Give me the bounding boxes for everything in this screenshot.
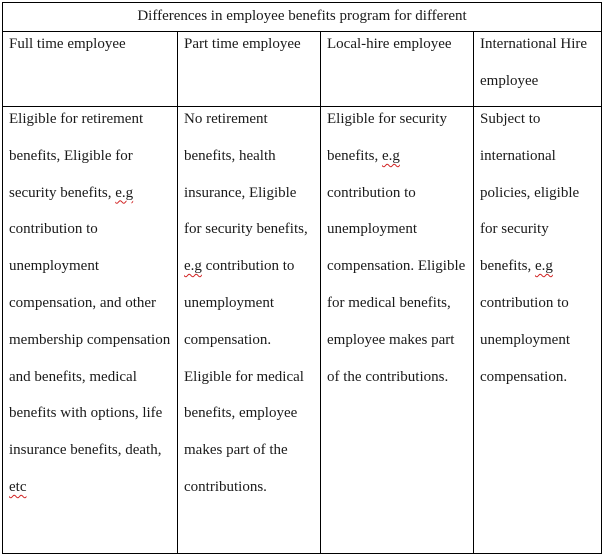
cell-international-hire-part1: Subject to international policies, eligible for security benefits, [480,111,580,275]
cell-international-hire-part2: contribution to unemployment compensation. [480,294,570,385]
header-local-hire-label: Local-hire employee [327,36,452,52]
cell-local-hire [321,107,474,554]
cell-part-time-part1: No retirement benefits, health insurance, Eligible for security benefits, [184,111,308,238]
benefits-comparison-table [2,2,602,554]
cell-local-hire-text [327,101,467,395]
header-international-hire [474,32,602,107]
table-title: Differences in employee benefits program for different [3,3,602,32]
header-full-time-label: Full time employee [9,36,126,52]
cell-full-time-text [9,101,171,506]
cell-full-time [3,107,178,554]
cell-international-hire [474,107,602,554]
cell-local-hire-part2: contribution to unemployment compensation. Eligible for medical benefits, employee makes part of the contributions. [327,184,466,385]
cell-international-hire-text [480,101,595,395]
cell-part-time-part2: contribution to unemployment compensation. Eligible for medical benefits, employee makes part of the contributions. [184,258,304,495]
cell-international-hire-abbr1: e.g [534,258,553,275]
cell-local-hire-part1: Eligible for security benefits, [327,111,447,164]
header-local-hire [321,32,474,107]
header-part-time-label: Part time employee [184,36,301,52]
cell-full-time-part1: Eligible for retirement benefits, Eligible for security benefits, [9,111,144,201]
header-full-time [3,32,178,107]
cell-full-time-abbr1: e.g [115,184,134,201]
cell-full-time-abbr2: etc [9,478,27,495]
cell-part-time-abbr1: e.g [184,258,202,275]
header-part-time [178,32,321,107]
cell-full-time-part2: contribution to unemployment compensation, and other membership compensation and benefits, medical benefits with options, life insurance benefits, death, [9,221,171,459]
cell-part-time [178,107,321,554]
header-international-hire-label: International Hire employee [480,36,588,89]
cell-part-time-text [184,101,314,506]
cell-local-hire-abbr1: e.g [381,147,400,164]
